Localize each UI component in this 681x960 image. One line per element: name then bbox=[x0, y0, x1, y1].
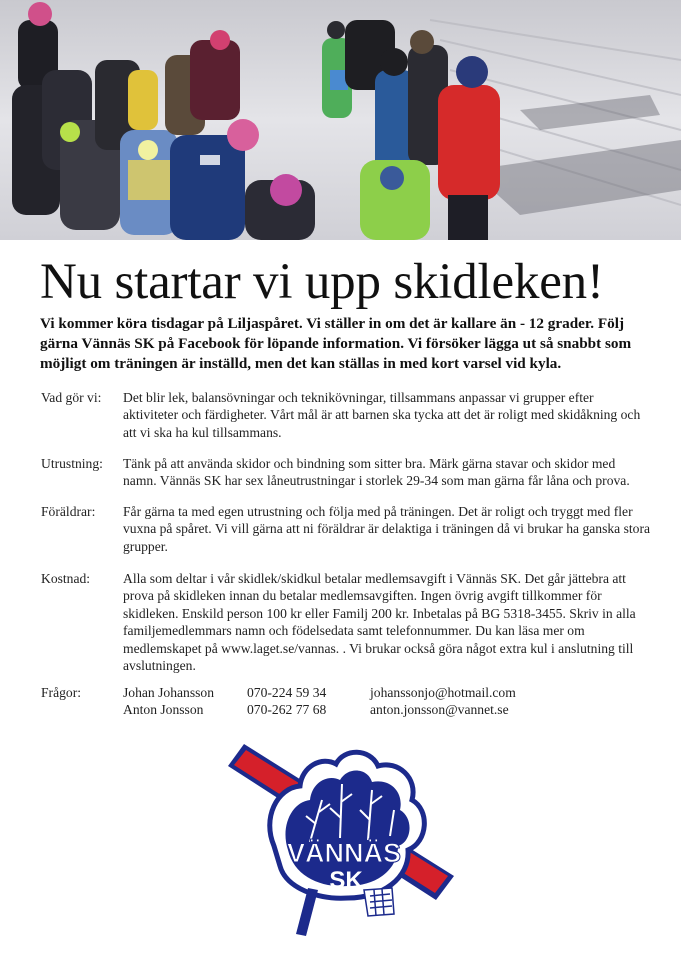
section-label: Vad gör vi: bbox=[41, 390, 102, 405]
section-label: Kostnad: bbox=[41, 571, 91, 586]
section-activities bbox=[41, 389, 651, 441]
contact-email: anton.jonsson@vannet.se bbox=[370, 702, 509, 718]
section-cost bbox=[41, 570, 651, 674]
contact-phone: 070-224 59 34 bbox=[247, 685, 327, 700]
photo-illustration bbox=[0, 0, 681, 240]
section-text: Alla som deltar i vår skidlek/skidkul betalar medlemsavgift i Vännäs SK. Det går jättebra att prova på skidleken innan du betalar medlemsavgiften. Ingen övrig avgift tillkommer för skidleken. Enskild person 100 kr eller Familj 200 kr. Inbetalas på BG 5318-3455. Skriv in alla familjemedlemmars namn och födelsedata samt telefonnummer. Du kan läsa mer om medlemskapet på www.laget.se/vannas. . Vi brukar också göra något extra kul i anslutning till avslutningen. bbox=[123, 571, 636, 674]
logo-text-line1: VÄNNÄS bbox=[286, 838, 402, 868]
section-parents bbox=[41, 503, 651, 555]
section-label: Frågor: bbox=[41, 685, 82, 700]
page-title: Nu startar vi upp skidleken! bbox=[40, 254, 604, 310]
section-label: Föräldrar: bbox=[41, 504, 96, 519]
section-text: Tänk på att använda skidor och bindning som sitter bra. Märk gärna stavar och skidor med namn. Vännäs SK har sex låneutrustningar i storlek 29-34 som man gärna får låna och prova. bbox=[123, 456, 630, 489]
section-text: Det blir lek, balansövningar och teknikövningar, tillsammans anpassar vi grupper efter aktiviteter och färdigheter. Vårt mål är att barnen ska tycka att det är roligt med skidåkning och att vi ska ha kul tillsammans. bbox=[123, 390, 641, 440]
questions-section bbox=[41, 684, 641, 719]
contact-phone: 070-262 77 68 bbox=[247, 702, 327, 718]
contact-name: Anton Jonsson bbox=[123, 702, 204, 718]
section-label: Utrustning: bbox=[41, 456, 103, 471]
section-equipment bbox=[41, 455, 651, 490]
section-text: Får gärna ta med egen utrustning och följa med på träningen. Det är roligt och tryggt med fler vuxna på spåret. Vi vill gärna att ni föräldrar är delaktiga i träningen då vi brukar ha ganska stora grupper. bbox=[123, 504, 651, 554]
header-photo bbox=[0, 0, 681, 240]
logo-text-line2: SK bbox=[329, 867, 363, 894]
intro-paragraph: Vi kommer köra tisdagar på Liljaspåret. Vi ställer in om det är kallare än - 12 grader. Följ gärna Vännäs SK på Facebook för löpande information. Vi försöker lägga ut så snabbt som möjligt om träningen är inställd, men det kan ställas in med kort varsel vid kyla. bbox=[40, 315, 632, 372]
contact-row bbox=[41, 701, 641, 718]
contact-name: Johan Johansson bbox=[123, 685, 215, 700]
contact-row bbox=[41, 684, 641, 701]
club-logo-graphic bbox=[222, 738, 458, 942]
club-logo bbox=[222, 738, 458, 942]
contact-email: johanssonjo@hotmail.com bbox=[370, 685, 516, 700]
